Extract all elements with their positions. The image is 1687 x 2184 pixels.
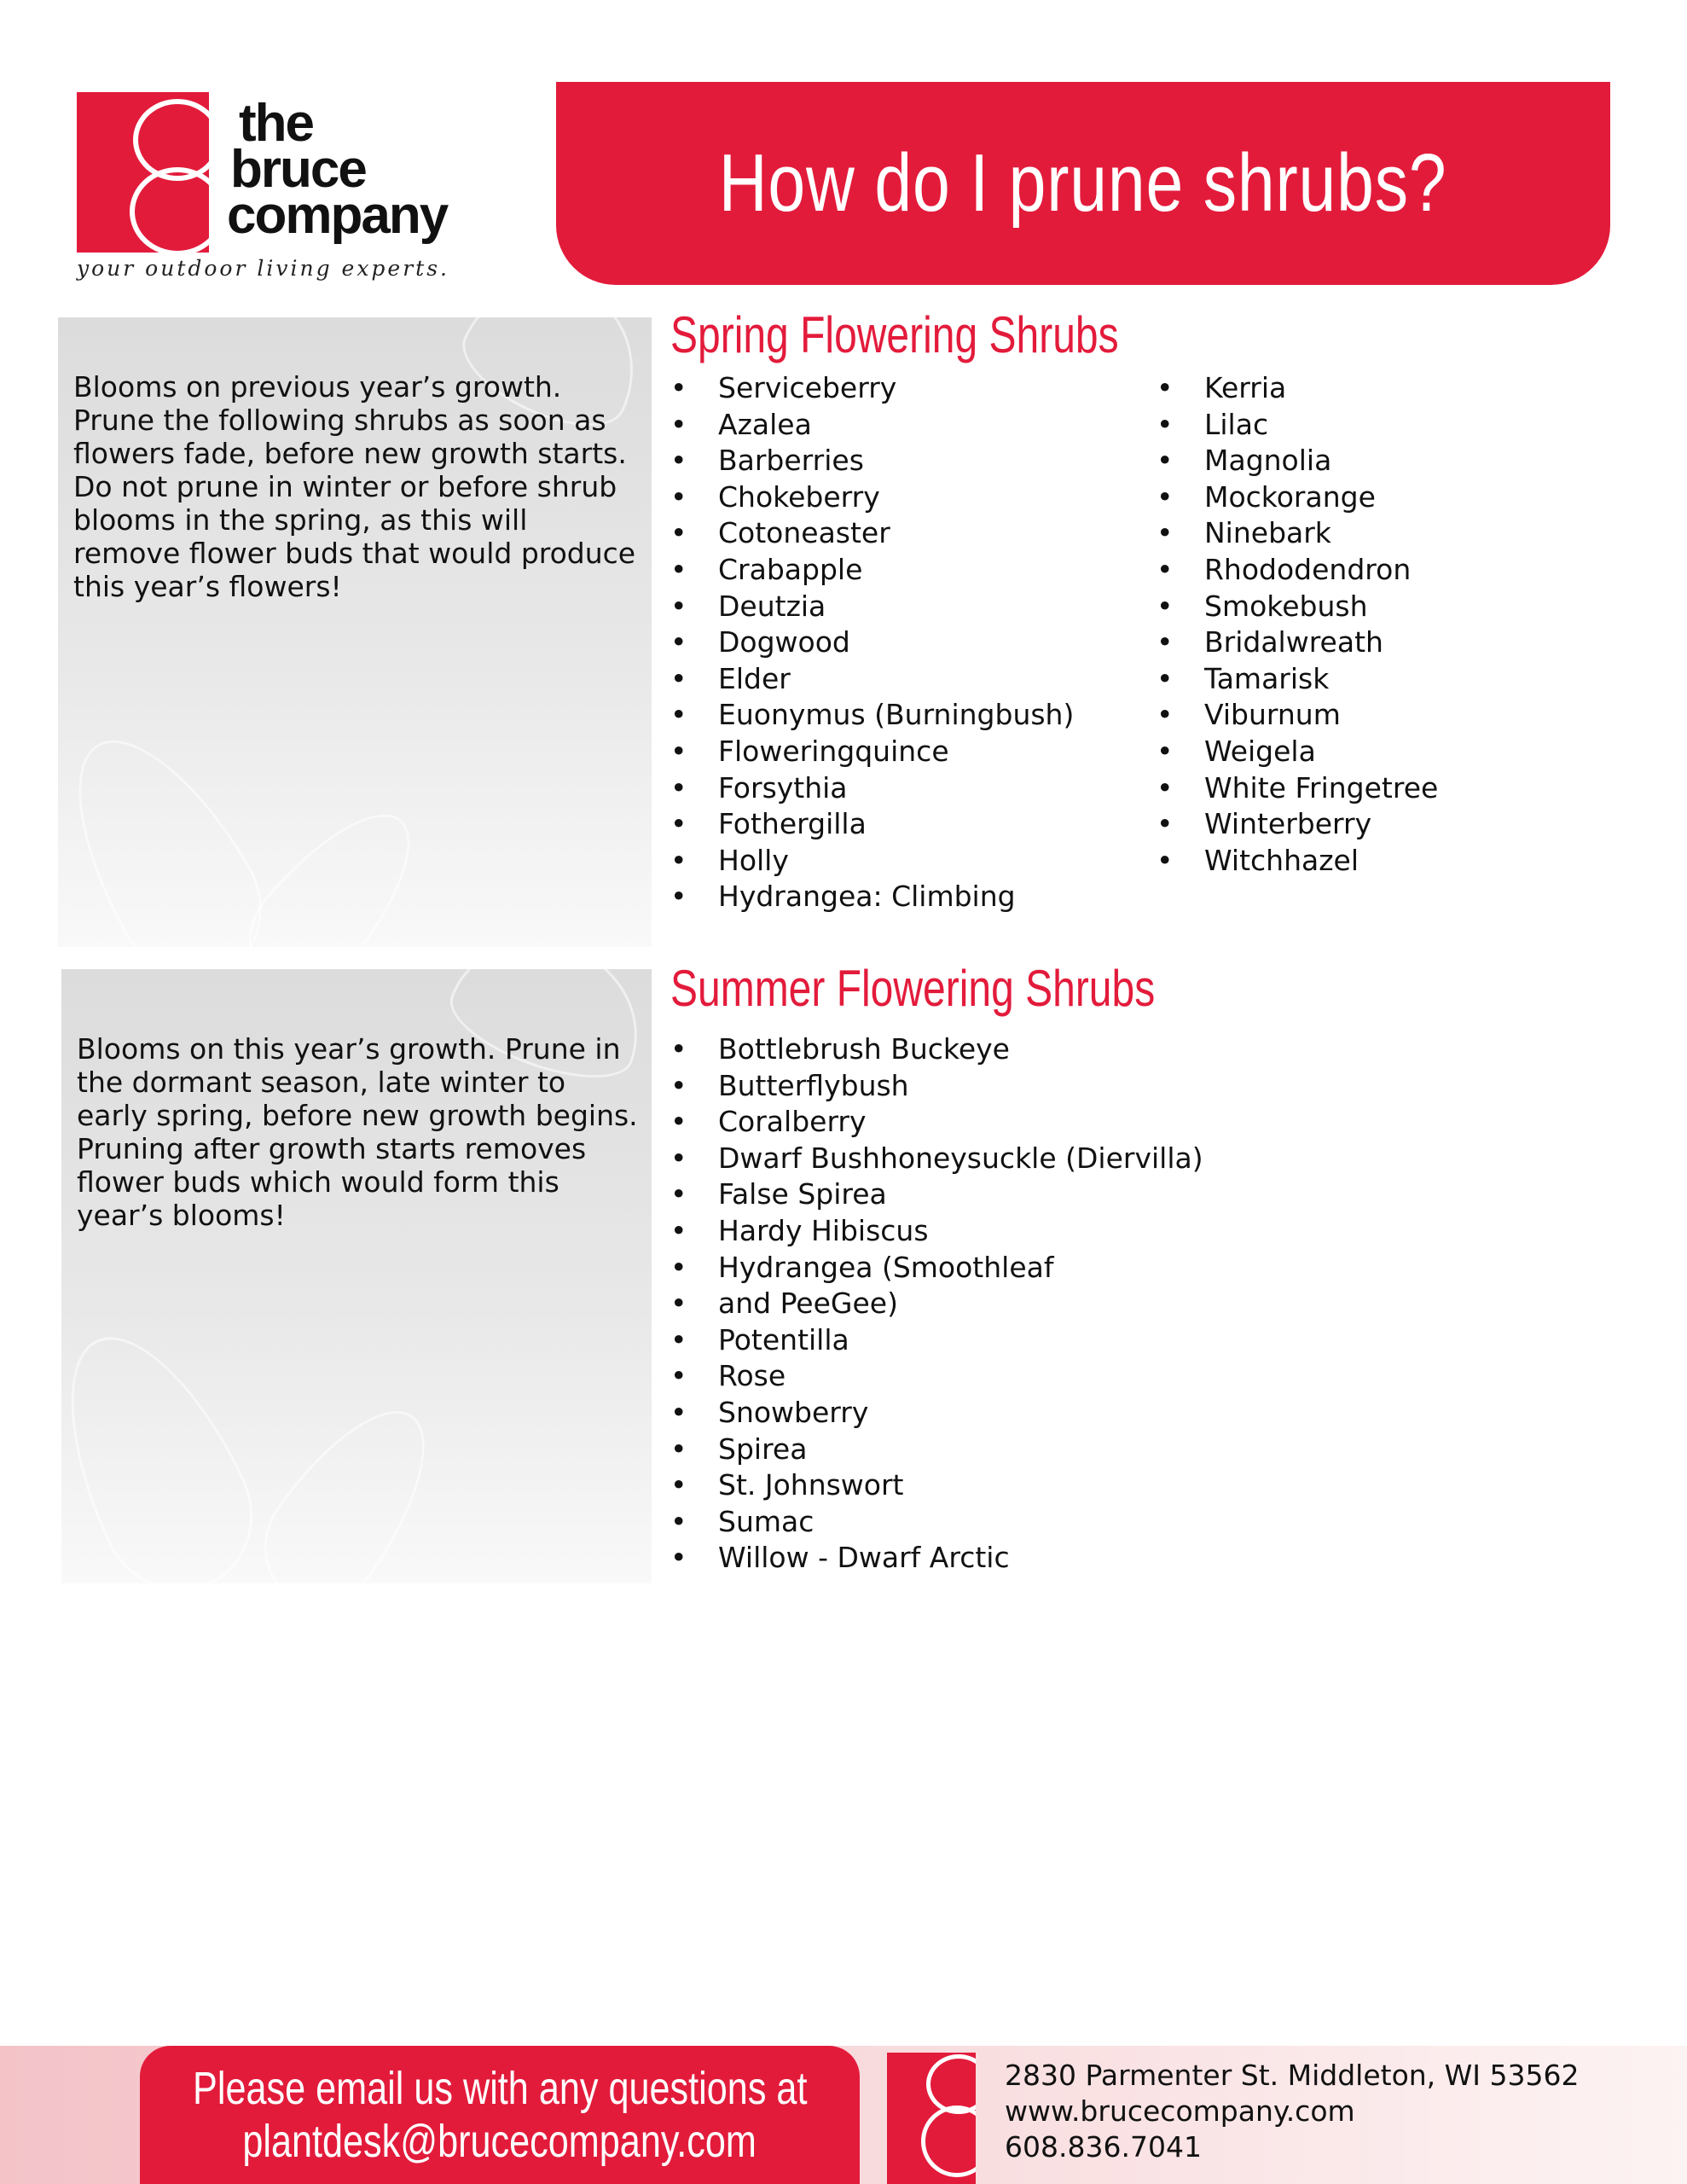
- page-title: How do I prune shrubs?: [719, 137, 1447, 229]
- shrub-list-item: • Weigela: [1157, 734, 1634, 770]
- shrub-list-item: • Hydrangea: Climbing: [670, 879, 1148, 915]
- shrub-list-item: • Tamarisk: [1157, 661, 1634, 698]
- summer-list: [670, 1031, 1216, 1577]
- logo-tagline: your outdoor living experts.: [77, 256, 450, 281]
- shrub-list-item: • Bottlebrush Buckeye: [670, 1031, 1216, 1068]
- footer-website-link[interactable]: www.brucecompany.com: [1005, 2094, 1355, 2128]
- shrub-list-item: • Elder: [670, 661, 1148, 698]
- footer-email-link[interactable]: plantdesk@brucecompany.com: [242, 2116, 757, 2167]
- spring-list-column-1: [670, 370, 1148, 915]
- logo-word-bruce: bruce: [230, 140, 366, 199]
- shrub-list-item: • Holly: [670, 843, 1148, 880]
- company-logo: [77, 92, 469, 297]
- shrub-list-item: • Deutzia: [670, 589, 1148, 625]
- shrub-list-item: • Mockorange: [1157, 479, 1634, 516]
- shrub-list-item: • Kerria: [1157, 370, 1634, 407]
- shrub-list-item: • Chokeberry: [670, 479, 1148, 516]
- shrub-list-item: • Snowberry: [670, 1395, 1216, 1432]
- footer-contact-banner: [140, 2046, 860, 2184]
- footer-phone: 608.836.7041: [1005, 2130, 1202, 2164]
- shrub-list-item: • Cotoneaster: [670, 515, 1148, 552]
- shrub-list-item: • Viburnum: [1157, 697, 1634, 734]
- summer-description: Blooms on this year’s growth. Prune in the dormant season, late winter to early spring, before new growth begins. Pruning after growth starts removes flower buds which would form this year’s blooms!: [77, 1032, 638, 1232]
- shrub-list-item: • Dwarf Bushhoneysuckle (Diervilla): [670, 1141, 1216, 1177]
- shrub-list-item: • Bridalwreath: [1157, 624, 1634, 661]
- logo-word-the: the: [239, 94, 313, 153]
- shrub-list-item: • Smokebush: [1157, 589, 1634, 625]
- shrub-list-item: • Hardy Hibiscus: [670, 1213, 1216, 1250]
- shrub-list-item: • Ninebark: [1157, 515, 1634, 552]
- footer-contact-info: [1005, 2058, 1580, 2165]
- shrub-list-item: • Serviceberry: [670, 370, 1148, 407]
- logo-mark-icon: [77, 92, 209, 253]
- spring-list-column-2: [1157, 370, 1634, 879]
- shrub-list-item: • Magnolia: [1157, 443, 1634, 479]
- shrub-list-item: • White Fringetree: [1157, 770, 1634, 807]
- shrub-list-item: • Butterflybush: [670, 1068, 1216, 1105]
- shrub-list-item: • Rhododendron: [1157, 552, 1634, 589]
- shrub-list-item: • Fothergilla: [670, 806, 1148, 843]
- shrub-list-item: • Azalea: [670, 407, 1148, 444]
- shrub-list-item: • Willow - Dwarf Arctic: [670, 1540, 1216, 1577]
- shrub-list-item: • Winterberry: [1157, 806, 1634, 843]
- title-banner: [556, 82, 1610, 285]
- summer-heading: Summer Flowering Shrubs: [670, 960, 1156, 1017]
- shrub-list-item: • False Spirea: [670, 1176, 1216, 1213]
- shrub-list-item: • Barberries: [670, 443, 1148, 479]
- shrub-list-item: • Floweringquince: [670, 734, 1148, 770]
- shrub-list-item: • Forsythia: [670, 770, 1148, 807]
- footer-logo-mark-icon: [887, 2053, 976, 2184]
- summer-description-panel: [61, 969, 652, 1583]
- shrub-list-item: • and PeeGee): [670, 1286, 1216, 1322]
- shrub-list-item: • Dogwood: [670, 624, 1148, 661]
- shrub-list-item: • St. Johnswort: [670, 1467, 1216, 1504]
- shrub-list-item: • Crabapple: [670, 552, 1148, 589]
- logo-wordmark: [227, 94, 448, 245]
- spring-heading: Spring Flowering Shrubs: [670, 306, 1119, 363]
- logo-word-company: company: [227, 186, 448, 245]
- spring-description-panel: [58, 317, 652, 947]
- footer-address: 2830 Parmenter St. Middleton, WI 53562: [1005, 2059, 1580, 2092]
- shrub-list-item: • Spirea: [670, 1432, 1216, 1468]
- shrub-list-item: • Rose: [670, 1358, 1216, 1395]
- spring-description: Blooms on previous year’s growth. Prune the following shrubs as soon as flowers fade, before new growth starts. Do not prune in winter or before shrub blooms in the spring, as this will remove flower buds that would produce this year’s flowers!: [73, 370, 636, 603]
- shrub-list-item: • Hydrangea (Smoothleaf: [670, 1250, 1216, 1287]
- shrub-list-item: • Potentilla: [670, 1322, 1216, 1359]
- shrub-list-item: • Euonymus (Burningbush): [670, 697, 1148, 734]
- shrub-list-item: • Sumac: [670, 1504, 1216, 1541]
- shrub-list-item: • Coralberry: [670, 1104, 1216, 1141]
- shrub-list-item: • Witchhazel: [1157, 843, 1634, 880]
- footer-line-1: Please email us with any questions at: [192, 2063, 808, 2114]
- shrub-list-item: • Lilac: [1157, 407, 1634, 444]
